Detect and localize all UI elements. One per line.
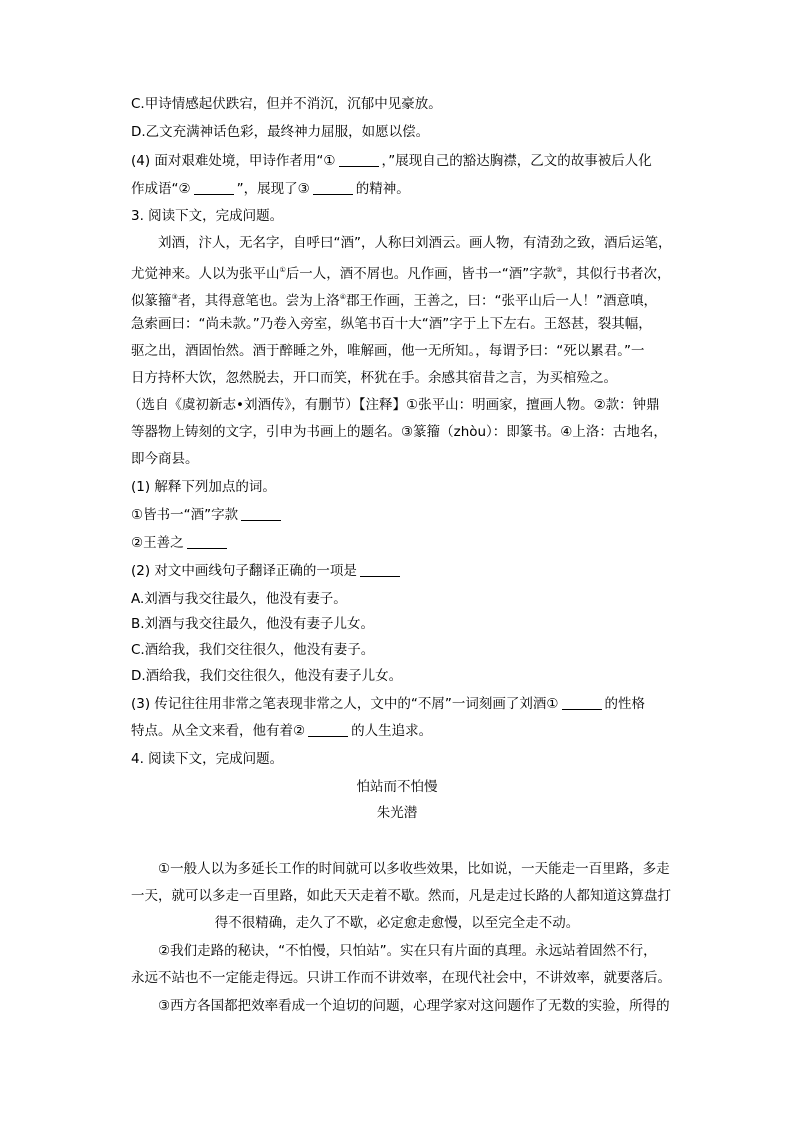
sub-question-3: (3) 传记往往用非常之笔表现非常之人，文中的“不屑”一词刻画了刘酒① 的性格 xyxy=(131,696,646,712)
article-paragraph: ②我们走路的秘诀，“不怕慢，只怕站”。实在只有片面的真理。永远站着固然不行， xyxy=(158,943,657,959)
sub-question-item: ①皆书一“酒”字款 xyxy=(131,505,691,525)
article-paragraph: 得不很精确，走久了不歇，必定愈走愈慢，以至完全走不动。 xyxy=(214,915,580,931)
sub-question-3-cont: 特点。从全文来看，他有着② 的人生追求。 xyxy=(131,723,433,739)
section-3-heading: 3. 阅读下文，完成问题。 xyxy=(131,208,284,224)
answer-blank[interactable] xyxy=(187,536,227,549)
option-d: D.乙文充满神话色彩，最终神力屈服，如愿以偿。 xyxy=(131,124,430,140)
article-paragraph: ③西方各国都把效率看成一个迫切的问题，心理学家对这问题作了无数的实验，所得的 xyxy=(158,998,670,1014)
article-title: 怕站而不怕慢 xyxy=(356,779,438,795)
passage-line: 似篆籀③者，其得意笔也。尝为上洛④郡王作画，王善之，曰：“张平山后一人！”酒意嗔， xyxy=(131,293,658,309)
option-c: C.甲诗情感起伏跌宕，但并不消沉，沉郁中见豪放。 xyxy=(131,96,442,112)
question-4: (4) 面对艰难处境，甲诗作者用“① ，”展现自己的豁达胸襟，乙文的故事被后人化 xyxy=(131,153,652,169)
article-paragraph: 永远不站也不一定能走得远。只讲工作而不讲效率，在现代社会中，不讲效率，就要落后。 xyxy=(131,970,671,986)
answer-blank[interactable] xyxy=(562,697,602,710)
answer-blank[interactable] xyxy=(313,182,353,195)
source-note: （选自《虞初新志•刘酒传》，有删节）【注释】①张平山：明画家，擅画人物。②款：钟鼎 xyxy=(128,397,660,413)
section-4-heading: 4. 阅读下文，完成问题。 xyxy=(131,751,284,767)
passage-line: 急索画曰：“尚未款。”乃卷入旁室，纵笔书百十大“酒”字于上下左右。王怒甚，裂其幅， xyxy=(131,316,652,332)
option-c: C.酒给我，我们交往很久，他没有妻子。 xyxy=(131,642,375,658)
sub-question-item: ②王善之 xyxy=(131,533,691,553)
answer-blank[interactable] xyxy=(194,182,234,195)
passage-line: 驱之出，酒固怡然。酒于醉睡之外，唯解画，他一无所知。，每谓予曰：“死以累君。”一 xyxy=(131,343,645,359)
answer-blank[interactable] xyxy=(339,154,379,167)
option-a: A.刘酒与我交往最久，他没有妻子。 xyxy=(131,591,347,607)
question-4-cont: 作成语“② ”，展现了③ 的精神。 xyxy=(131,181,410,197)
passage-line: 刘酒，汴人，无名字，自呼曰“酒”，人称曰刘酒云。画人物，有清劲之致，酒后运笔， xyxy=(158,235,672,251)
option-b: B.刘酒与我交往最久，他没有妻子儿女。 xyxy=(131,616,375,632)
answer-blank[interactable] xyxy=(360,564,400,577)
article-paragraph: ①一般人以为多延长工作的时间就可以多收些效果，比如说，一天能走一百里路，多走 xyxy=(158,861,670,877)
sub-question-1: (1) 解释下列加点的词。 xyxy=(131,479,276,495)
answer-blank[interactable] xyxy=(308,724,348,737)
source-note: 等器物上铸刻的文字，引申为书画上的题名。③篆籀（zhòu）：即篆书。④上洛：古地名， xyxy=(131,424,667,440)
article-paragraph: 一天，就可以多走一百里路，如此天天走着不歇。然而，凡是走过长路的人都知道这算盘打 xyxy=(131,888,671,904)
article-author: 朱光潜 xyxy=(376,805,418,821)
passage-line: 日方持杯大饮，忽然脱去，开口而笑，杯犹在手。余感其宿昔之言，为买棺殓之。 xyxy=(131,370,617,386)
passage-line: 尤觉神来。人以为张平山①后一人，酒不屑也。凡作画，皆书一“酒”字款②，其似行书者次， xyxy=(131,266,671,282)
option-d: D.酒给我，我们交往很久，他没有妻子儿女。 xyxy=(131,668,403,684)
answer-blank[interactable] xyxy=(241,508,281,521)
source-note: 即今商县。 xyxy=(131,451,199,467)
sub-question-2: (2) 对文中画线句子翻译正确的一项是 xyxy=(131,561,691,581)
